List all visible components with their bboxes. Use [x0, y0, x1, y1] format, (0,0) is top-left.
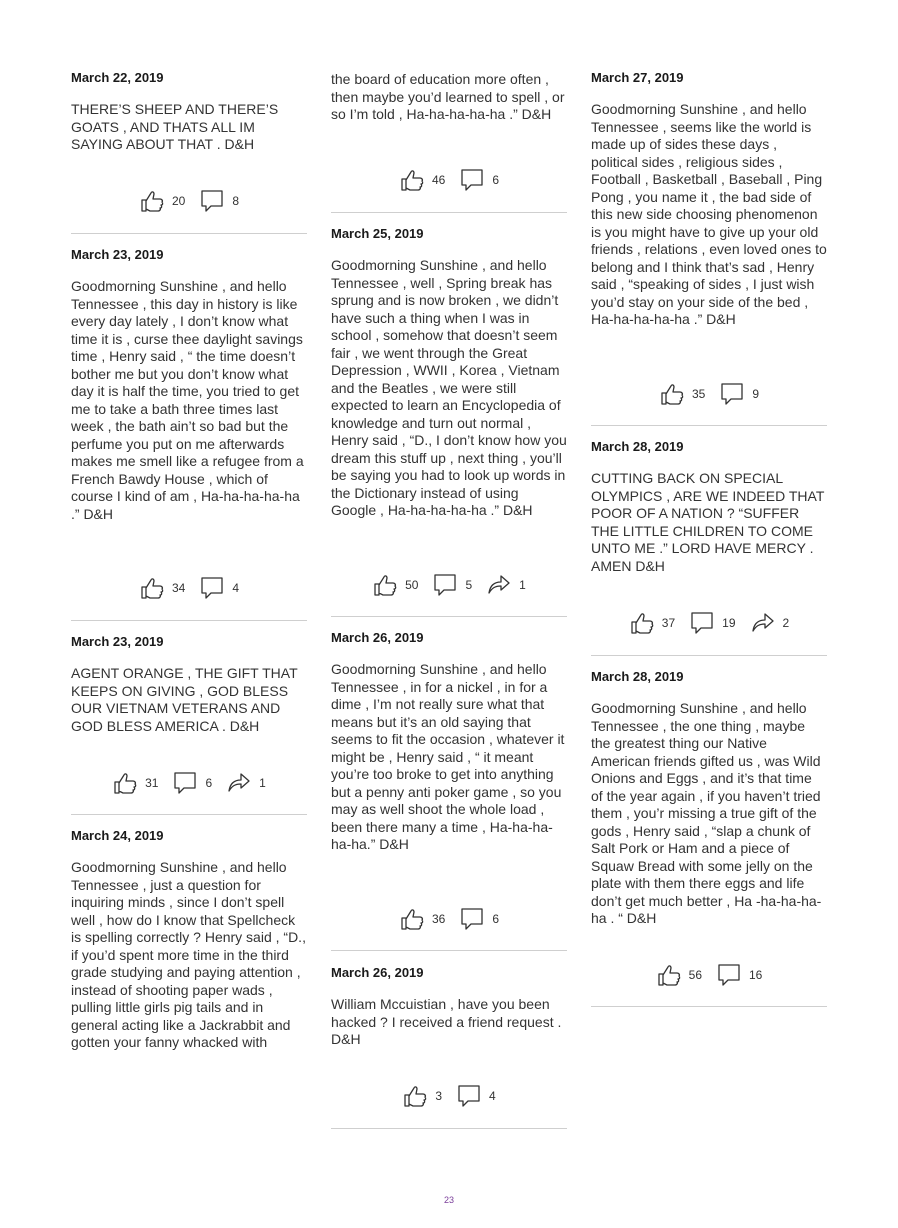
post-date: March 24, 2019	[71, 828, 164, 843]
comment-icon	[199, 575, 225, 601]
post-reactions	[591, 610, 827, 636]
post-date: March 22, 2019	[71, 70, 164, 85]
comment-button[interactable]	[459, 167, 499, 193]
comment-icon	[199, 188, 225, 214]
post-reactions	[331, 572, 567, 598]
post-reactions	[331, 906, 567, 932]
share-count: 1	[259, 776, 266, 790]
comment-icon	[719, 381, 745, 407]
thumbs-up-icon	[399, 167, 425, 193]
post-reactions	[591, 962, 827, 988]
post-text: AGENT ORANGE , THE GIFT THAT KEEPS ON GIVING , GOD BLESS OUR VIETNAM VETERANS AND GOD BLESS AMERICA . D&H	[71, 665, 298, 734]
comment-count: 4	[232, 581, 240, 595]
thumbs-up-icon	[402, 1083, 428, 1109]
post-date: March 26, 2019	[331, 630, 424, 645]
comment-button[interactable]	[719, 381, 759, 407]
divider	[331, 212, 567, 213]
share-button[interactable]	[486, 572, 526, 598]
thumbs-up-icon	[112, 770, 138, 796]
like-count: 37	[661, 616, 676, 630]
comment-icon	[689, 610, 715, 636]
like-count: 50	[405, 578, 419, 592]
thumbs-up-icon	[372, 572, 398, 598]
comment-icon	[172, 770, 198, 796]
comment-button[interactable]	[456, 1083, 496, 1109]
like-button[interactable]	[629, 610, 675, 636]
page-number: 23	[443, 1195, 454, 1205]
divider	[591, 1006, 827, 1007]
comment-icon	[459, 906, 485, 932]
post-text: Goodmorning Sunshine , and hello Tennessee , just a question for inquiring minds , since I don’t spell well , how do I know that Spellcheck is spelling correctly ? Henry said , “D., if you’d spent more time in the third grade studying and paying attention , instead of shooting paper wads , pulling little girls pig tails and in general acting like a Jackrabbit and gotten your fanny whacked with	[71, 859, 306, 1050]
comment-count: 6	[492, 912, 500, 926]
comment-count: 8	[232, 194, 240, 208]
comment-button[interactable]	[459, 906, 499, 932]
post-date: March 28, 2019	[591, 669, 684, 684]
post-reactions	[331, 1083, 567, 1109]
like-count: 34	[171, 581, 186, 595]
post-text: the board of education more often , then maybe you’d learned to spell , or so I’m told , Ha-ha-ha-ha-ha .” D&H	[331, 71, 565, 122]
comment-button[interactable]	[199, 575, 239, 601]
comment-count: 5	[465, 578, 473, 592]
like-button[interactable]	[139, 188, 185, 214]
comment-count: 6	[492, 173, 500, 187]
post-reactions	[71, 770, 307, 796]
share-icon	[226, 770, 252, 796]
post-reactions	[71, 188, 307, 214]
share-count: 2	[782, 616, 790, 630]
post-reactions	[71, 575, 307, 601]
comment-button[interactable]	[716, 962, 762, 988]
like-count: 31	[145, 776, 159, 790]
like-button[interactable]	[659, 381, 705, 407]
post-date: March 28, 2019	[591, 439, 684, 454]
post	[591, 439, 827, 575]
like-button[interactable]	[399, 906, 445, 932]
thumbs-up-icon	[139, 188, 165, 214]
divider	[71, 620, 307, 621]
post	[331, 226, 567, 520]
post	[71, 247, 307, 523]
post	[331, 965, 567, 1049]
thumbs-up-icon	[139, 575, 165, 601]
like-count: 3	[435, 1089, 442, 1103]
thumbs-up-icon	[659, 381, 685, 407]
post-text: CUTTING BACK ON SPECIAL OLYMPICS , ARE WE INDEED THAT POOR OF A NATION ? “SUFFER THE LITTLE CHILDREN TO COME UNTO ME .” LORD HAVE MERCY . AMEN D&H	[591, 470, 825, 574]
comment-count: 4	[489, 1089, 496, 1103]
like-count: 35	[691, 387, 706, 401]
post-text: William Mccuistian , have you been hacked ? I received a friend request . D&H	[331, 996, 562, 1047]
comment-button[interactable]	[432, 572, 472, 598]
post-text: Goodmorning Sunshine , and hello Tennessee , the one thing , maybe the greatest thing our Native American friends gifted us , was Wild Onions and Eggs , and it’s that time of the year again , if you haven’t tried them , you’r missing a true gift of the gods , Henry said , “slap a chunk of Salt Pork or Ham and a piece of Squaw Bread with some jelly on the plate with them there eggs and life don’t get much better , Ha -ha-ha-ha-ha . “ D&H	[591, 700, 822, 926]
post	[331, 630, 567, 854]
post-continued	[331, 71, 567, 124]
post-date: March 23, 2019	[71, 634, 164, 649]
comment-count: 9	[752, 387, 760, 401]
comment-count: 6	[205, 776, 213, 790]
comment-icon	[456, 1083, 482, 1109]
post-reactions	[591, 381, 827, 407]
divider	[331, 950, 567, 951]
post-date: March 25, 2019	[331, 226, 424, 241]
post-text: THERE’S SHEEP AND THERE’S GOATS , AND THATS ALL IM SAYING ABOUT THAT . D&H	[71, 101, 279, 152]
divider	[331, 1128, 567, 1129]
post	[71, 634, 307, 735]
post-text: Goodmorning Sunshine , and hello Tennessee , this day in history is like every day lately , I don’t know what time it is , curse thee daylight savings time , Henry said , “ the time doesn’t bother me but you don’t know what day it is half the time, you tried to get me to take a bath three times last week , the bath ain’t so bad but the perfume you put on me afterwards makes me smell like a refugee from a French Bawdy House , which of course I kind of am , Ha-ha-ha-ha-ha .” D&H	[71, 278, 304, 522]
share-icon	[486, 572, 512, 598]
comment-icon	[432, 572, 458, 598]
post-text: Goodmorning Sunshine , and hello Tennessee , well , Spring break has sprung and is now broken , we didn’t have such a thing when I was in school , somehow that doesn’t seem fair , we went through the Great Depression , WWII , Korea , Vietnam and the Beatles , we were still expected to learn an Encyclopedia of knowledge and turn out normal , Henry said , “D., I don’t know how you dream this stuff up , next thing , you’ll be saying you had to look up words in the Dictionary instead of using Google , Ha-ha-ha-ha-ha .” D&H	[331, 257, 567, 518]
comment-button[interactable]	[689, 610, 735, 636]
comment-icon	[459, 167, 485, 193]
share-button[interactable]	[750, 610, 790, 636]
like-count: 56	[688, 968, 702, 982]
post-date: March 23, 2019	[71, 247, 164, 262]
post-text: Goodmorning Sunshine , and hello Tennessee , in for a nickel , in for a dime , I’m not really sure what that means but it’s an old saying that seems to fit the occasion , whatever it might be , Henry said , “ it meant you’re too broke to get into anything but a penny anti poker game , so you may as well shoot the whole load , been there many a time , Ha-ha-ha-ha-ha.” D&H	[331, 661, 565, 852]
post	[591, 669, 827, 928]
thumbs-up-icon	[629, 610, 655, 636]
divider	[331, 616, 567, 617]
share-button[interactable]	[226, 770, 266, 796]
post-date: March 26, 2019	[331, 965, 424, 980]
like-count: 20	[171, 194, 186, 208]
share-icon	[750, 610, 776, 636]
divider	[591, 425, 827, 426]
post-date: March 27, 2019	[591, 70, 684, 85]
post	[71, 70, 307, 154]
post	[71, 828, 307, 1052]
comment-button[interactable]	[172, 770, 212, 796]
divider	[71, 814, 307, 815]
like-button[interactable]	[372, 572, 418, 598]
like-button[interactable]	[399, 167, 445, 193]
like-button[interactable]	[402, 1083, 442, 1109]
divider	[71, 233, 307, 234]
comment-icon	[716, 962, 742, 988]
thumbs-up-icon	[399, 906, 425, 932]
post-reactions	[331, 167, 567, 193]
divider	[591, 655, 827, 656]
share-count: 1	[519, 578, 526, 592]
comment-count: 19	[722, 616, 736, 630]
like-count: 46	[431, 173, 446, 187]
post-text: Goodmorning Sunshine , and hello Tennessee , seems like the world is made up of sides these days , political sides , religious sides , Football , Basketball , Baseball , Ping Pong , you name it , the bad side of this new side choosing phenomenon is you might have to give up your old friends , relations , even loved ones to belong and I think that’s sad , Henry said , “speaking of sides , I just wish you’d stay on your side of the bed , Ha-ha-ha-ha-ha .” D&H	[591, 101, 827, 327]
like-button[interactable]	[112, 770, 158, 796]
thumbs-up-icon	[656, 962, 682, 988]
like-button[interactable]	[656, 962, 702, 988]
comment-count: 16	[749, 968, 763, 982]
post	[591, 70, 827, 329]
like-count: 36	[431, 912, 446, 926]
like-button[interactable]	[139, 575, 185, 601]
comment-button[interactable]	[199, 188, 239, 214]
